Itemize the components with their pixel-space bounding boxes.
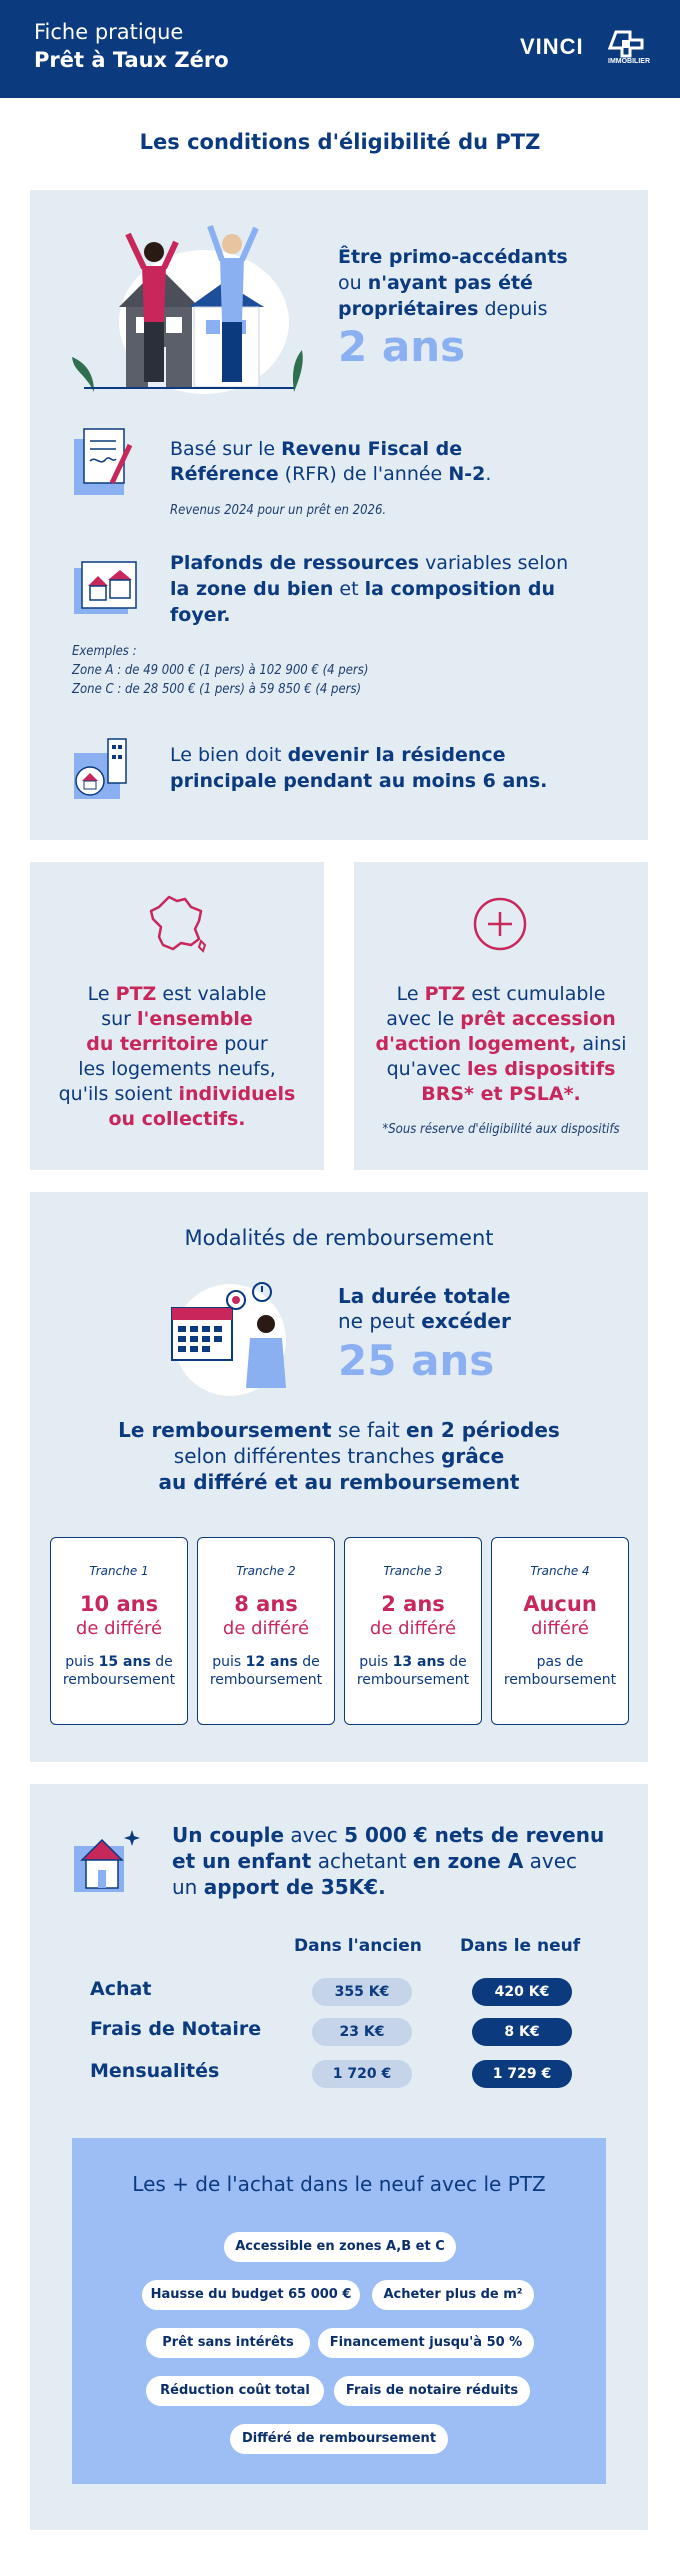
advantage-tag: Acheter plus de m²: [372, 2280, 534, 2310]
plafonds-p1: variables selon: [425, 552, 569, 574]
territory-b1: PTZ: [115, 983, 157, 1005]
primo-p1: ou: [338, 272, 362, 294]
example-b4: en zone A: [412, 1849, 524, 1873]
residence-icon: [72, 735, 134, 801]
tranche-sub: de différé: [75, 1618, 163, 1639]
plus-circle-icon: [472, 896, 528, 952]
tranche-p1: puis: [65, 1654, 95, 1670]
tranche-card: [50, 1537, 188, 1725]
cumulable-p3: avec le: [386, 1008, 455, 1030]
cumulable-p5: qu'avec: [386, 1058, 461, 1080]
example-p1: avec: [290, 1823, 338, 1847]
plafonds-text: [170, 550, 568, 628]
primo-b2: n'ayant pas été: [367, 272, 533, 294]
rfr-p2: (RFR) de l'année: [284, 463, 443, 485]
logo-word: VINCI: [520, 34, 584, 59]
tranche-p2: de: [449, 1654, 467, 1670]
cumulable-b4: les dispositifs: [467, 1058, 616, 1080]
duration-p1: ne peut: [338, 1309, 415, 1333]
tranche-p3: remboursement: [209, 1672, 323, 1688]
tranche-p1: puis: [359, 1654, 389, 1670]
periods-text: [30, 1417, 648, 1495]
tranche-p1: pas de: [536, 1654, 584, 1670]
tranche-label: Tranche 4: [530, 1564, 590, 1578]
territory-p1: Le: [87, 983, 110, 1005]
value-old-pill: 23 K€: [312, 2018, 412, 2046]
tranche-p3: remboursement: [503, 1672, 617, 1688]
example-text: [172, 1822, 604, 1900]
territory-p6: qu'ils soient: [58, 1083, 173, 1105]
rfr-b3: N-2: [448, 463, 486, 485]
periods-b4: au différé et au remboursement: [158, 1470, 520, 1494]
example-p2: achetant: [317, 1849, 407, 1873]
advantage-tag: Financement jusqu'à 50 %: [318, 2328, 534, 2358]
cumulable-b5: BRS* et PSLA*.: [421, 1083, 581, 1105]
house-sparkle-icon: [72, 1826, 142, 1894]
plafonds-p2: et: [339, 578, 359, 600]
vinci-logo: [520, 28, 650, 72]
value-old-pill: 355 K€: [312, 1978, 412, 2006]
repayment-title: Modalités de remboursement: [184, 1226, 494, 1250]
row-label: Mensualités: [90, 2060, 220, 2082]
example-b5: apport de 35K€.: [203, 1875, 386, 1899]
logo-sub: IMMOBILIER: [608, 58, 650, 65]
value-new-pill: 1 729 €: [472, 2060, 572, 2088]
residence-b1: devenir la résidence: [287, 744, 506, 766]
tranche-value: 10 ans: [79, 1592, 159, 1616]
periods-p2: selon différentes tranches: [173, 1444, 435, 1468]
example-p4: un: [172, 1875, 198, 1899]
tranche-p2: de: [155, 1654, 173, 1670]
tranche-detail: [51, 1653, 187, 1689]
cumulable-b3: d'action logement,: [375, 1033, 577, 1055]
tranche-card: [344, 1537, 482, 1725]
territory-text: [50, 982, 304, 1132]
cumulable-b1: PTZ: [424, 983, 466, 1005]
header-title: Prêt à Taux Zéro: [34, 48, 229, 72]
advantage-tag: Hausse du budget 65 000 €: [142, 2280, 360, 2310]
periods-p1: se fait: [337, 1418, 400, 1442]
rfr-b1: Revenu Fiscal de: [281, 438, 463, 460]
cumulable-p1: Le: [396, 983, 419, 1005]
residence-p1: Le bien doit: [170, 744, 282, 766]
cumulable-note: *Sous réserve d'éligibilité aux dispositifs: [382, 1122, 620, 1137]
primo-big-value: 2 ans: [338, 322, 466, 371]
tranche-p3: remboursement: [62, 1672, 176, 1688]
territory-b2: l'ensemble: [137, 1008, 253, 1030]
col-header-new: Dans le neuf: [460, 1936, 581, 1956]
advantage-tag: Accessible en zones A,B et C: [224, 2232, 456, 2262]
primo-b1: Être primo-accédants: [338, 246, 568, 268]
territory-p5: les logements neufs,: [78, 1058, 276, 1080]
example-p3: avec: [529, 1849, 578, 1873]
primo-p2: depuis: [484, 298, 548, 320]
value-old-pill: 1 720 €: [312, 2060, 412, 2088]
advantage-tag: Prêt sans intérêts: [146, 2328, 310, 2358]
rfr-note: Revenus 2024 pour un prêt en 2026.: [170, 503, 387, 518]
duration-big-value: 25 ans: [338, 1336, 495, 1385]
tranche-sub: de différé: [369, 1618, 457, 1639]
periods-b2: en 2 périodes: [406, 1418, 560, 1442]
periods-b3: grâce: [441, 1444, 505, 1468]
territory-b3: du territoire: [86, 1033, 219, 1055]
col-header-old: Dans l'ancien: [294, 1936, 422, 1956]
example-b3: et un enfant: [172, 1849, 312, 1873]
example-b1: Un couple: [172, 1823, 285, 1847]
primo-text: [338, 244, 568, 322]
example-zone-a: Zone A : de 49 000 € (1 pers) à 102 900 € (4 pers): [72, 663, 369, 678]
tranche-label: Tranche 2: [236, 1564, 296, 1578]
plafonds-b2: la zone du bien: [170, 578, 334, 600]
tranche-label: Tranche 3: [383, 1564, 443, 1578]
example-zone-c: Zone C : de 28 500 € (1 pers) à 59 850 € (4 pers): [72, 682, 362, 697]
value-new-pill: 420 K€: [472, 1978, 572, 2006]
examples-title: Exemples :: [72, 644, 137, 659]
couple-house-illustration: [64, 222, 309, 402]
header-kicker: Fiche pratique: [34, 20, 184, 44]
france-map-icon: [147, 893, 207, 953]
advantage-tag: Frais de notaire réduits: [334, 2376, 530, 2406]
advantage-tag: Réduction coût total: [146, 2376, 324, 2406]
duration-b2: excéder: [421, 1309, 511, 1333]
residence-b2: principale pendant au moins 6 ans.: [170, 770, 548, 792]
tranche-b: 15 ans: [98, 1654, 151, 1670]
tranche-value: 8 ans: [234, 1592, 298, 1616]
duration-text: [338, 1284, 511, 1334]
tranche-b: 13 ans: [392, 1654, 445, 1670]
rfr-p3: .: [485, 463, 492, 485]
tranche-detail: [492, 1653, 628, 1689]
advantages-title: Les + de l'achat dans le neuf avec le PTZ: [132, 2172, 546, 2196]
tranche-sub: différé: [531, 1618, 589, 1639]
territory-b5: ou collectifs.: [108, 1108, 246, 1130]
tranche-sub: de différé: [222, 1618, 310, 1639]
rfr-p1: Basé sur le: [170, 438, 276, 460]
tranche-p1: puis: [212, 1654, 242, 1670]
cumulable-p2: est cumulable: [471, 983, 606, 1005]
tranche-detail: [345, 1653, 481, 1689]
territory-p4: pour: [224, 1033, 268, 1055]
territory-b4: individuels: [178, 1083, 296, 1105]
plafonds-b4: foyer.: [170, 604, 231, 626]
tranche-label: Tranche 1: [89, 1564, 149, 1578]
value-new-pill: 8 K€: [472, 2018, 572, 2046]
plafonds-examples: [72, 642, 368, 699]
tranche-p3: remboursement: [356, 1672, 470, 1688]
tranche-card: [197, 1537, 335, 1725]
duration-b1: La durée totale: [338, 1284, 511, 1308]
tranche-detail: [198, 1653, 334, 1689]
calendar-illustration: [150, 1278, 310, 1396]
document-pen-icon: [72, 425, 134, 499]
tranche-b: 12 ans: [245, 1654, 298, 1670]
periods-b1: Le remboursement: [118, 1418, 332, 1442]
cumulable-b2: prêt accession: [460, 1008, 616, 1030]
row-label: Frais de Notaire: [90, 2018, 262, 2040]
plafonds-b1: Plafonds de ressources: [170, 552, 420, 574]
rfr-text: [170, 437, 491, 487]
cumulable-p4: ainsi: [582, 1033, 627, 1055]
tranche-card: [491, 1537, 629, 1725]
section-title-eligibility: Les conditions d'éligibilité du PTZ: [139, 130, 541, 154]
row-label: Achat: [90, 1978, 152, 2000]
logo-cross-icon: [608, 30, 646, 58]
rfr-b2: Référence: [170, 463, 279, 485]
plafonds-b3: la composition du: [364, 578, 556, 600]
tranche-value: Aucun: [523, 1592, 597, 1616]
houses-map-icon: [72, 560, 138, 616]
tranche-p2: de: [302, 1654, 320, 1670]
tranche-value: 2 ans: [381, 1592, 445, 1616]
residence-text: [170, 742, 547, 794]
advantage-tag: Différé de remboursement: [230, 2424, 448, 2454]
territory-p3: sur: [101, 1008, 131, 1030]
cumulable-text: [364, 982, 638, 1107]
primo-b3: propriétaires: [338, 298, 479, 320]
territory-p2: est valable: [162, 983, 267, 1005]
header-bar: [0, 0, 680, 98]
example-b2: 5 000 € nets de revenu: [344, 1823, 605, 1847]
